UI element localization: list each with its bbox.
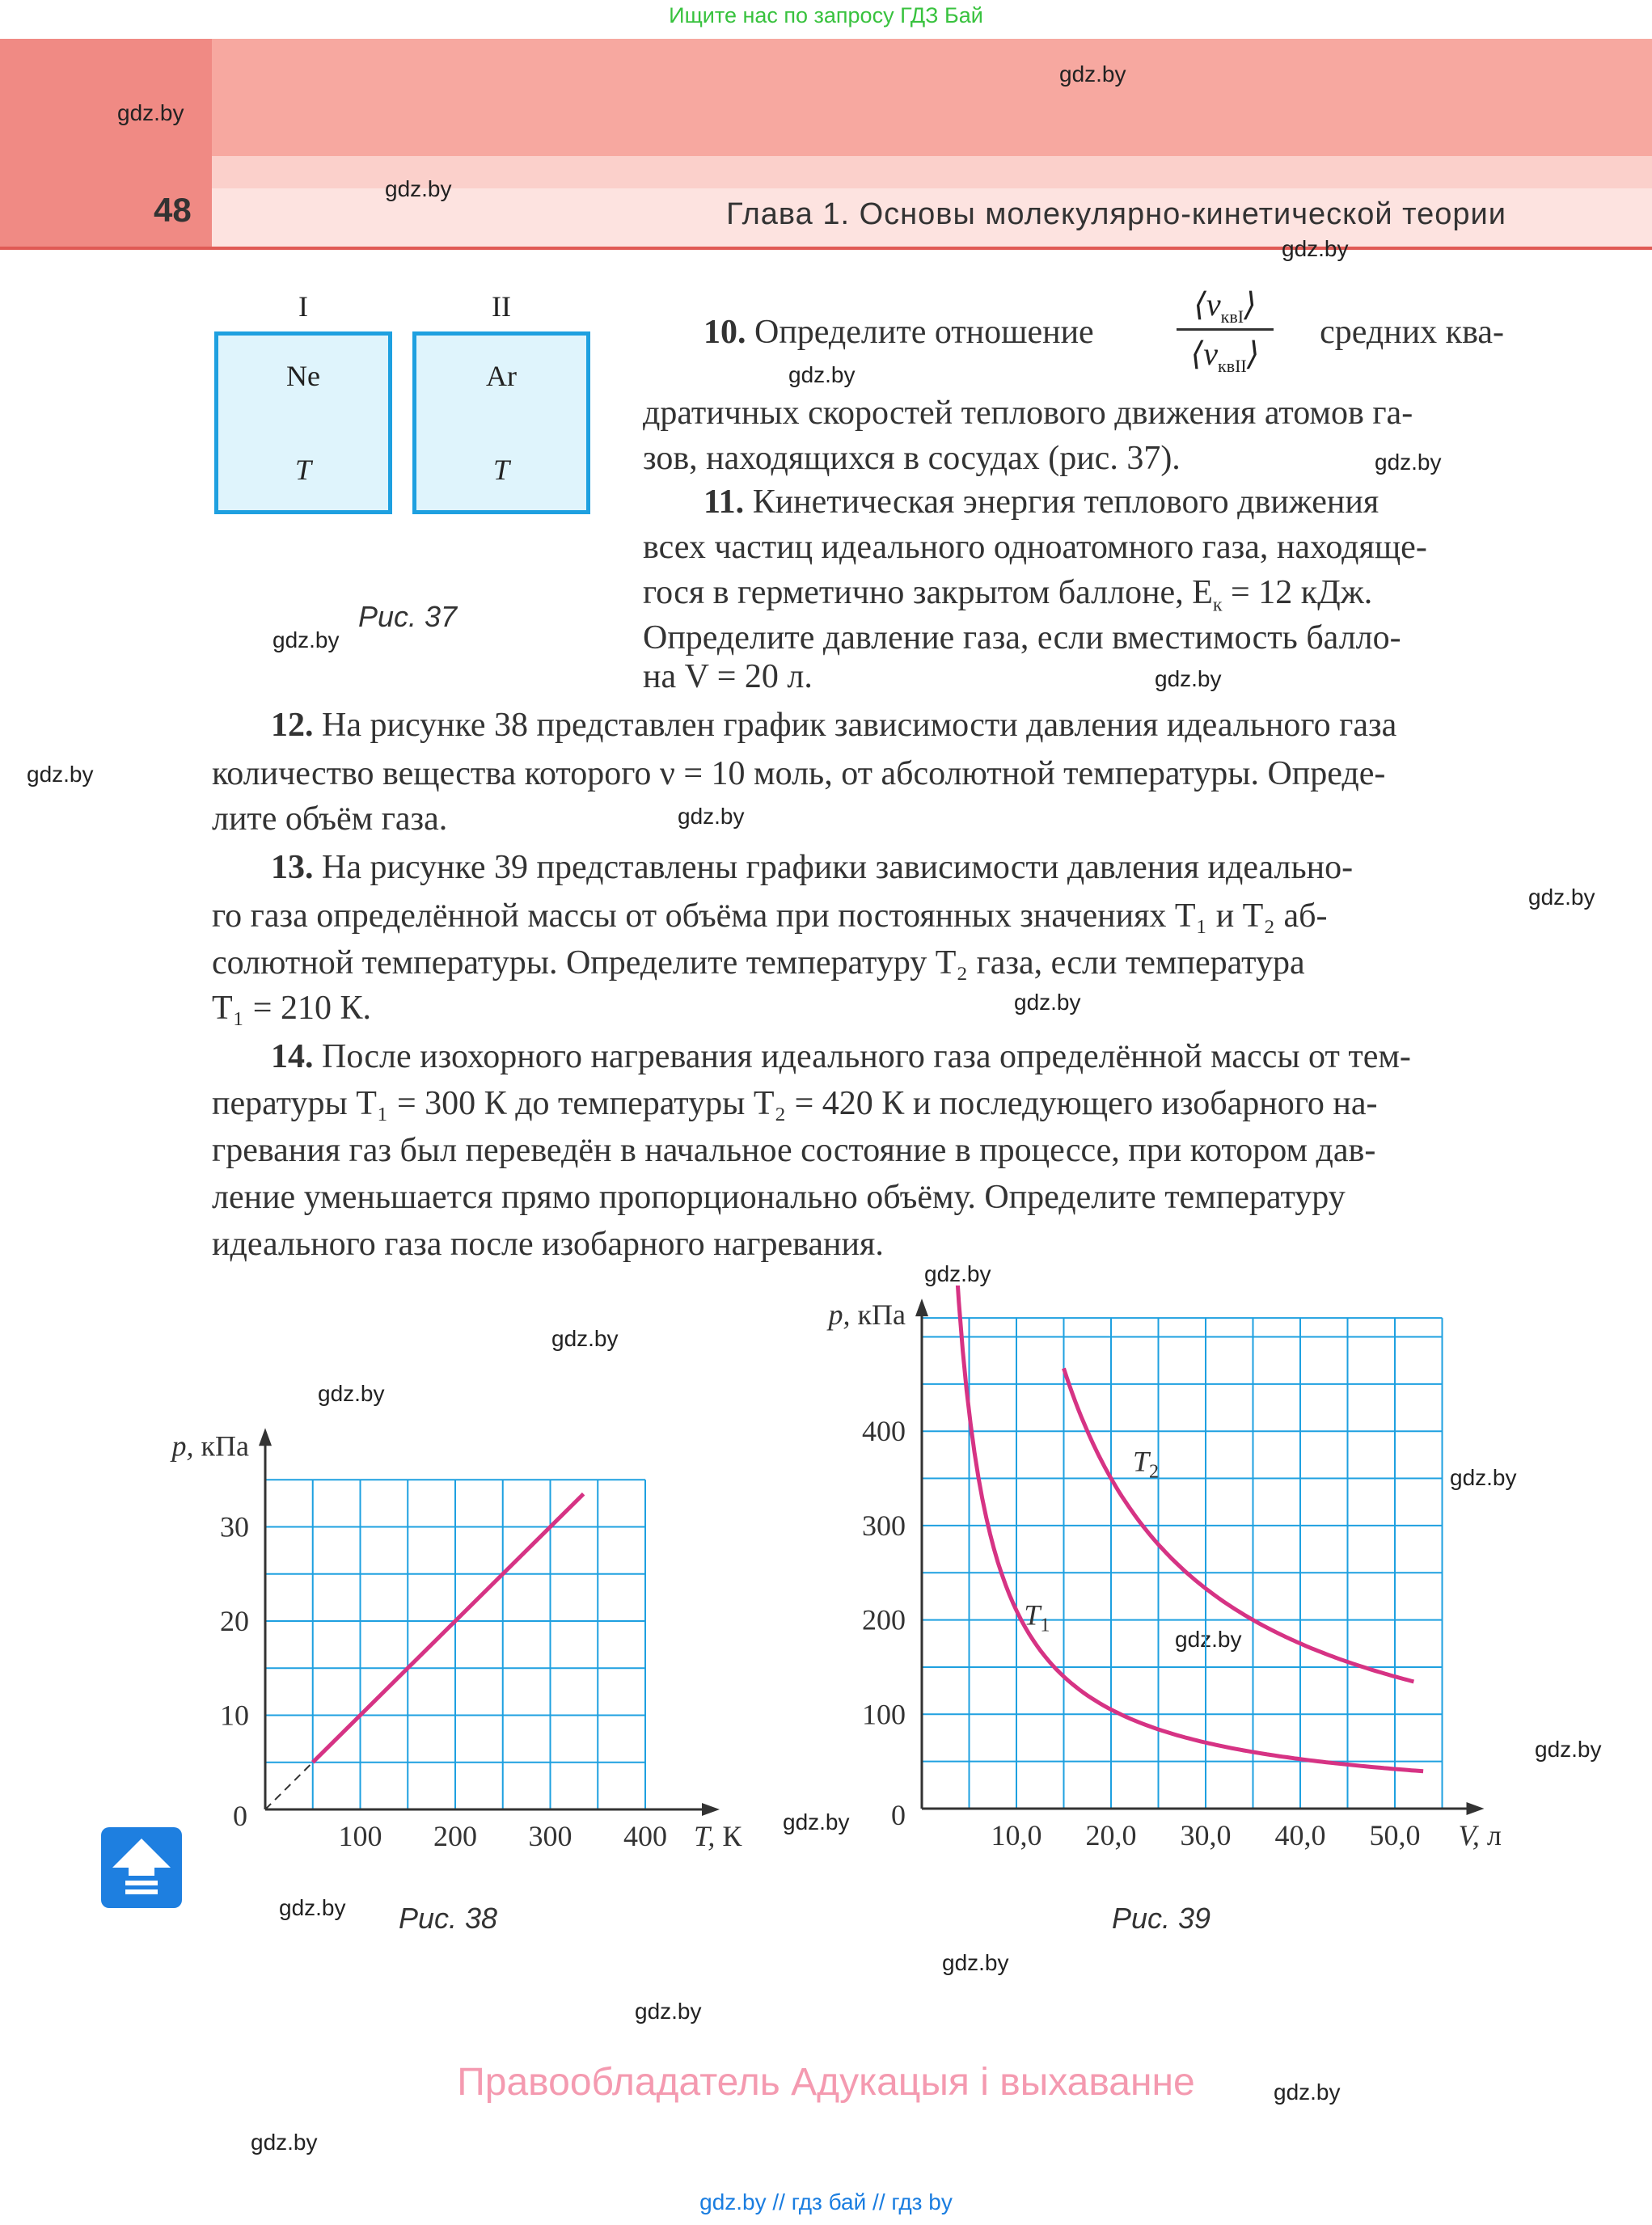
x-tick-label: 20,0 bbox=[1085, 1819, 1137, 1851]
problem-10-line-3: зов, находящихся в сосудах (рис. 37). bbox=[643, 440, 1181, 477]
watermark: gdz.by bbox=[273, 627, 340, 652]
origin-label: 0 bbox=[233, 1800, 247, 1832]
problem-10-number: 10. bbox=[703, 314, 746, 351]
x-tick-label: 30,0 bbox=[1180, 1819, 1232, 1851]
watermark: gdz.by bbox=[1535, 1737, 1602, 1762]
x-tick-label: 10,0 bbox=[991, 1819, 1042, 1851]
problem-14-line-2: пературы T₁ = 300 К до температуры T₂ = 420 К и последующего изобарного на- bbox=[212, 1085, 1378, 1122]
problem-11-line-3: гося в герметично закрытом баллоне, $E_к = 12$ кДж. bbox=[643, 574, 1373, 616]
problem-12-line-3: лите объём газа. bbox=[212, 800, 448, 838]
y-axis-arrow bbox=[259, 1428, 272, 1446]
problem-12-line-1: 12. На рисунке 38 представлен график зависимости давления идеального газа bbox=[271, 707, 1397, 744]
isotherm-t1 bbox=[955, 1286, 1423, 1771]
watermark: gdz.by bbox=[1155, 666, 1222, 691]
figure-39-caption: Рис. 39 bbox=[1112, 1902, 1211, 1935]
x-tick-label: 400 bbox=[623, 1820, 667, 1852]
x-tick-label: 40,0 bbox=[1274, 1819, 1326, 1851]
watermark: gdz.by bbox=[783, 1809, 850, 1834]
isotherm-label-t2: $T_2$ bbox=[1132, 1445, 1159, 1483]
problem-11-line-2: всех частиц идеального одноатомного газа, находяще- bbox=[643, 529, 1427, 566]
copyright-notice: Правообладатель Адукацыя і выхаванне bbox=[457, 2061, 1195, 2104]
velocity-ratio-fraction: $⟨v_{квI}⟩$ $⟨v_{квII}⟩$ bbox=[1177, 283, 1274, 376]
figure-38-chart bbox=[137, 1407, 752, 1876]
top-banner[interactable]: Ищите нас по запросу ГДЗ Бай bbox=[669, 3, 983, 27]
watermark: gdz.by bbox=[1014, 990, 1081, 1015]
problem-11-line-5: на V = 20 л. bbox=[643, 658, 813, 695]
problem-14-line-3: гревания газ был переведён в начальное состояние в процессе, при котором дав- bbox=[212, 1132, 1376, 1169]
problem-11-line-4: Определите давление газа, если вместимость балло- bbox=[643, 619, 1401, 657]
problem-13-line-2: го газа определённой массы от объёма при постоянных значениях T₁ и T₂ аб- bbox=[212, 897, 1328, 935]
problem-14-line-1: 14. После изохорного нагревания идеального газа определённой массы от тем- bbox=[271, 1038, 1411, 1075]
problem-14-line-4: ление уменьшается прямо пропорционально объёму. Определите температуру bbox=[212, 1179, 1346, 1216]
watermark: gdz.by bbox=[678, 804, 745, 829]
header-divider bbox=[0, 247, 1652, 250]
pressure-line bbox=[313, 1494, 584, 1763]
watermark: gdz.by bbox=[1528, 885, 1595, 910]
problem-12-number: 12. bbox=[271, 707, 314, 744]
y-axis-label: p, кПа bbox=[828, 1298, 906, 1332]
watermark: gdz.by bbox=[251, 2130, 318, 2155]
figure-39-chart bbox=[809, 1286, 1520, 1876]
problem-13-line-3: солютной температуры. Определите температуру T₂ газа, если температура bbox=[212, 944, 1305, 982]
x-tick-label: 200 bbox=[433, 1820, 477, 1852]
problem-13-line-4: T₁ = 210 К. bbox=[212, 990, 371, 1027]
problem-13-line-1: 13. На рисунке 39 представлены графики зависимости давления идеально- bbox=[271, 849, 1354, 886]
watermark: gdz.by bbox=[788, 362, 856, 387]
y-tick-label: 200 bbox=[862, 1603, 906, 1636]
figure-37-caption: Рис. 37 bbox=[358, 600, 458, 633]
problem-10-text-end: средних ква- bbox=[1320, 314, 1504, 351]
problem-12-line-2: количество вещества которого ν = 10 моль, от абсолютной температуры. Опреде- bbox=[212, 755, 1386, 792]
problem-14-number: 14. bbox=[271, 1038, 314, 1075]
origin-label: 0 bbox=[891, 1799, 906, 1831]
scroll-up-button[interactable] bbox=[101, 1827, 182, 1908]
watermark: gdz.by bbox=[924, 1261, 991, 1286]
vessel-1-temp: T bbox=[294, 454, 312, 486]
y-tick-label: 20 bbox=[220, 1605, 249, 1637]
watermark: gdz.by bbox=[1175, 1627, 1242, 1652]
y-axis-arrow bbox=[915, 1298, 928, 1316]
x-axis-arrow bbox=[1467, 1802, 1485, 1815]
problem-11-text: Кинетическая энергия теплового движения bbox=[752, 483, 1379, 521]
extrapolation-line bbox=[265, 1763, 313, 1809]
watermark: gdz.by bbox=[1274, 2079, 1341, 2105]
watermark: gdz.by bbox=[1282, 236, 1349, 261]
watermark: gdz.by bbox=[942, 1950, 1009, 1975]
x-axis-label: T, К bbox=[694, 1820, 742, 1852]
watermark: gdz.by bbox=[385, 176, 452, 201]
isotherm-label-t1: $T_1$ bbox=[1024, 1598, 1050, 1636]
y-tick-label: 10 bbox=[220, 1699, 249, 1732]
y-tick-label: 400 bbox=[862, 1415, 906, 1448]
y-tick-label: 100 bbox=[862, 1698, 906, 1731]
problem-10-line-2: дратичных скоростей теплового движения атомов га- bbox=[643, 395, 1413, 432]
vessel-1-label: I bbox=[298, 290, 308, 323]
y-tick-label: 30 bbox=[220, 1510, 249, 1543]
vessel-2-gas: Ar bbox=[486, 360, 517, 392]
page-number: 48 bbox=[154, 191, 192, 229]
watermark: gdz.by bbox=[551, 1326, 619, 1351]
arrow-up-icon bbox=[101, 1827, 182, 1908]
watermark: gdz.by bbox=[117, 100, 184, 125]
y-axis-label: p, кПа bbox=[171, 1429, 249, 1463]
footer-links[interactable]: gdz.by // гдз бай // гдз by bbox=[699, 2189, 953, 2214]
x-tick-label: 50,0 bbox=[1369, 1819, 1421, 1851]
x-tick-label: 300 bbox=[528, 1820, 572, 1852]
watermark: gdz.by bbox=[27, 762, 94, 787]
watermark: gdz.by bbox=[1375, 450, 1442, 475]
x-axis-label: V, л bbox=[1458, 1819, 1502, 1851]
watermark: gdz.by bbox=[279, 1895, 346, 1920]
problem-10-text: Определите отношение bbox=[754, 314, 1094, 351]
watermark: gdz.by bbox=[635, 1999, 702, 2024]
x-axis-arrow bbox=[702, 1803, 720, 1816]
watermark: gdz.by bbox=[318, 1381, 385, 1406]
y-tick-label: 300 bbox=[862, 1509, 906, 1542]
figure-38-caption: Рис. 38 bbox=[399, 1902, 498, 1935]
problem-11-line-1 bbox=[703, 479, 1504, 526]
x-tick-label: 100 bbox=[338, 1820, 382, 1852]
watermark: gdz.by bbox=[1059, 61, 1126, 87]
vessel-2-label: II bbox=[492, 290, 511, 323]
problem-14-line-5: идеального газа после изобарного нагревания. bbox=[212, 1226, 884, 1263]
watermark: gdz.by bbox=[1450, 1465, 1517, 1490]
vessel-2-temp: T bbox=[492, 454, 510, 486]
problem-13-number: 13. bbox=[271, 849, 314, 886]
vessel-1-gas: Ne bbox=[286, 360, 320, 392]
chapter-title: Глава 1. Основы молекулярно-кинетической теории bbox=[726, 197, 1506, 231]
problem-11-number: 11. bbox=[703, 483, 745, 521]
